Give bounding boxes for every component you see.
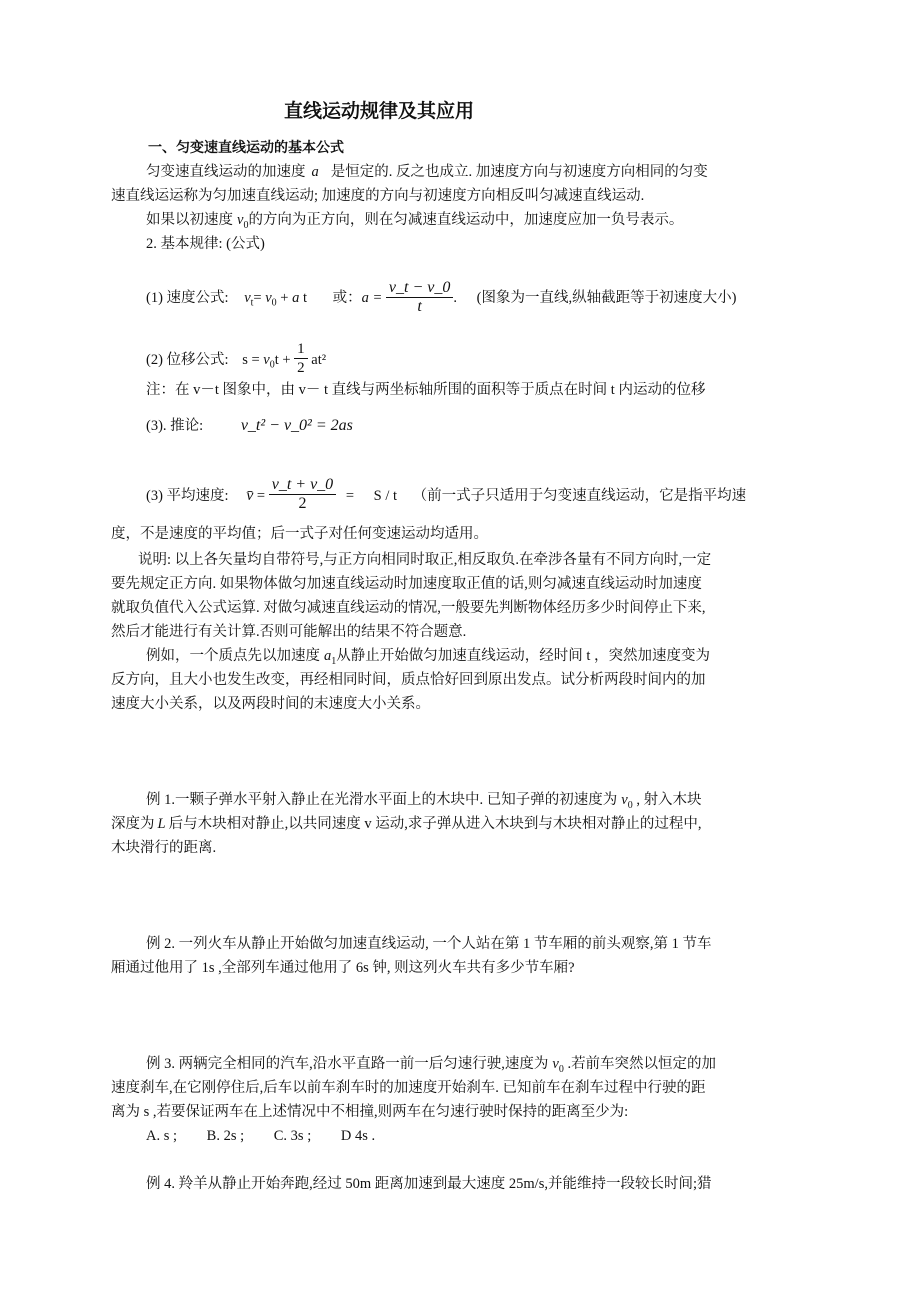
- formula-label: (3). 推论:: [146, 418, 204, 434]
- half-fraction: [294, 340, 308, 377]
- basic-law-heading: 2. 基本规律: (公式): [146, 236, 265, 252]
- example-3-line-3: 离为 s ,若要保证两车在上述情况中不相撞,则两车在匀速行驶时保持的距离至少为:: [111, 1104, 629, 1120]
- var-v: v: [237, 212, 244, 228]
- numerator: 1: [294, 340, 308, 359]
- subscript: 1: [331, 655, 337, 667]
- operator: =: [253, 289, 266, 306]
- example-1-line-2: [111, 814, 701, 834]
- example-2-line-2: 厢通过他用了 1s ,全部列车通过他用了 6s 钟, 则这列火车共有多少节车厢?: [111, 960, 575, 976]
- example-text: 后与木块相对静止,以共同速度 v 运动,求子弹从进入木块到与木块相对静止的过程中,: [168, 816, 702, 832]
- var-a: a: [292, 289, 300, 306]
- example-3-line-1: [146, 1054, 716, 1074]
- intro-line-1: [146, 162, 708, 182]
- formula-label: (2) 位移公式:: [146, 351, 229, 368]
- denominator: t: [417, 298, 422, 315]
- intro-text: 匀变速直线运动的加速度: [146, 164, 306, 180]
- subscript: 0: [271, 297, 277, 309]
- option-d: D 4s .: [340, 1128, 376, 1144]
- operator: =: [345, 487, 354, 504]
- formula-label: (1) 速度公式:: [146, 289, 229, 306]
- operator: =: [256, 487, 266, 504]
- subscript: 0: [243, 219, 249, 231]
- operator: a =: [361, 289, 383, 306]
- var-a: a: [311, 164, 319, 180]
- intro-text: 是恒定的. 反之也成立. 加速度方向与初速度方向相同的匀变: [330, 164, 708, 180]
- example-1-line-1: [146, 790, 702, 810]
- intro-text: 的方向为正方向，则在匀减速直线运动中，加速度应加一负号表示。: [248, 212, 684, 228]
- explain-line-1: 说明: 以上各矢量均自带符号,与正方向相同时取正,相反取负.在牵涉各量有不同方向时,一定: [138, 552, 712, 568]
- formula-label: (3) 平均速度:: [146, 487, 229, 504]
- denominator: 2: [297, 360, 305, 376]
- displacement-formula: [146, 342, 326, 379]
- example-text: 例 3. 两辆完全相同的汽车,沿水平直路一前一后匀速行驶,速度为: [146, 1056, 549, 1072]
- operator: +: [276, 289, 293, 306]
- example-1-line-3: 木块滑行的距离.: [111, 840, 217, 856]
- average-fraction: [269, 476, 336, 513]
- example-text: 例 1.一颗子弹水平射入静止在光滑水平面上的木块中. 已知子弹的初速度为: [146, 792, 618, 808]
- intro-line-3: [146, 210, 683, 230]
- example-intro-line-2: 反方向，且大小也发生改变，再经相同时间，质点恰好回到原出发点。试分析两段时间内的加: [111, 672, 706, 688]
- example-3-line-2: 速度刹车,在它刚停住后,后车以前车刹车时的加速度开始刹车. 已知前车在刹车过程中行驶的距: [111, 1080, 706, 1096]
- var-v: v: [265, 289, 272, 306]
- velocity-formula: [146, 280, 736, 317]
- var-t: t: [299, 289, 307, 306]
- var-v: v: [244, 289, 251, 306]
- example-intro-line-3: 速度大小关系，以及两段时间的末速度大小关系。: [111, 696, 430, 712]
- intro-text: 如果以初速度: [146, 212, 233, 228]
- s-over-t: S / t: [373, 487, 397, 504]
- at-squared: at²: [311, 351, 327, 368]
- var-v: v: [621, 792, 628, 808]
- var-vbar: v̄: [246, 486, 254, 504]
- intro-line-2: 速直线运运称为匀加速直线运动; 加速度的方向与初速度方向相反叫匀减速直线运动.: [111, 188, 645, 204]
- note-line: 注：在 v－t 图象中，由 v－ t 直线与两坐标轴所围的面积等于质点在时间 t 内运动的位移: [146, 382, 706, 398]
- explain-line-3: 就取负值代入公式运算. 对做匀减速直线运动的情况,一般要先判断物体经历多少时间停止下来,: [111, 600, 706, 616]
- denominator: 2: [298, 495, 307, 512]
- subscript: 0: [269, 359, 275, 371]
- explain-line-2: 要先规定正方向. 如果物体做匀加速直线运动时加速度取正值的话,则匀减速直线运动时加速度: [111, 576, 702, 592]
- formula-note: (图象为一直线,纵轴截距等于初速度大小): [476, 289, 737, 306]
- subscript: 0: [558, 1063, 564, 1075]
- var-a: a: [324, 648, 332, 664]
- example-text: 深度为: [111, 816, 155, 832]
- operator: s =: [242, 351, 264, 368]
- numerator: v_t + v_0: [269, 476, 336, 495]
- average-note-line-2: 度，不是速度的平均值；后一式子对任何变速运动均适用。: [111, 526, 488, 542]
- example-2-line-1: 例 2. 一列火车从静止开始做匀加速直线运动, 一个人站在第 1 节车厢的前头观察,第 1 节车: [146, 936, 712, 952]
- numerator: v_t − v_0: [386, 279, 453, 298]
- period: .: [453, 289, 457, 306]
- option-a: A. s ;: [146, 1128, 178, 1144]
- example-3-options: [146, 1126, 375, 1146]
- average-velocity-formula: [146, 478, 746, 515]
- var-v: v: [263, 351, 270, 368]
- example-4-line-1: 例 4. 羚羊从静止开始奔跑,经过 50m 距离加速到最大速度 25m/s,并能维持一段较长时间;猎: [146, 1176, 712, 1192]
- example-intro-line-1: [146, 646, 710, 666]
- example-text: 从静止开始做匀加速直线运动，经时间 t ，突然加速度变为: [336, 648, 711, 664]
- subscript: 0: [627, 799, 633, 811]
- inference-formula: [146, 416, 353, 436]
- section-heading: 一、匀变速直线运动的基本公式: [148, 140, 344, 156]
- or-text: 或：: [332, 289, 362, 306]
- subscript: t: [250, 297, 254, 309]
- operator: t +: [274, 351, 295, 368]
- example-text: , 射入木块: [632, 792, 702, 808]
- formula-note: （前一式子只适用于匀变速直线运动，它是指平均速: [412, 487, 747, 504]
- example-text: 例如，一个质点先以加速度: [146, 648, 320, 664]
- option-c: C. 3s ;: [273, 1128, 312, 1144]
- explain-line-4: 然后才能进行有关计算.否则可能解出的结果不符合题意.: [111, 624, 467, 640]
- inference-equation: v_t² − v_0² = 2as: [240, 417, 353, 434]
- var-L: L: [157, 816, 166, 832]
- example-text: .若前车突然以恒定的加: [563, 1056, 717, 1072]
- option-b: B. 2s ;: [206, 1128, 245, 1144]
- var-v: v: [552, 1056, 559, 1072]
- acceleration-fraction: [386, 279, 453, 316]
- page-title: 直线运动规律及其应用: [284, 100, 475, 122]
